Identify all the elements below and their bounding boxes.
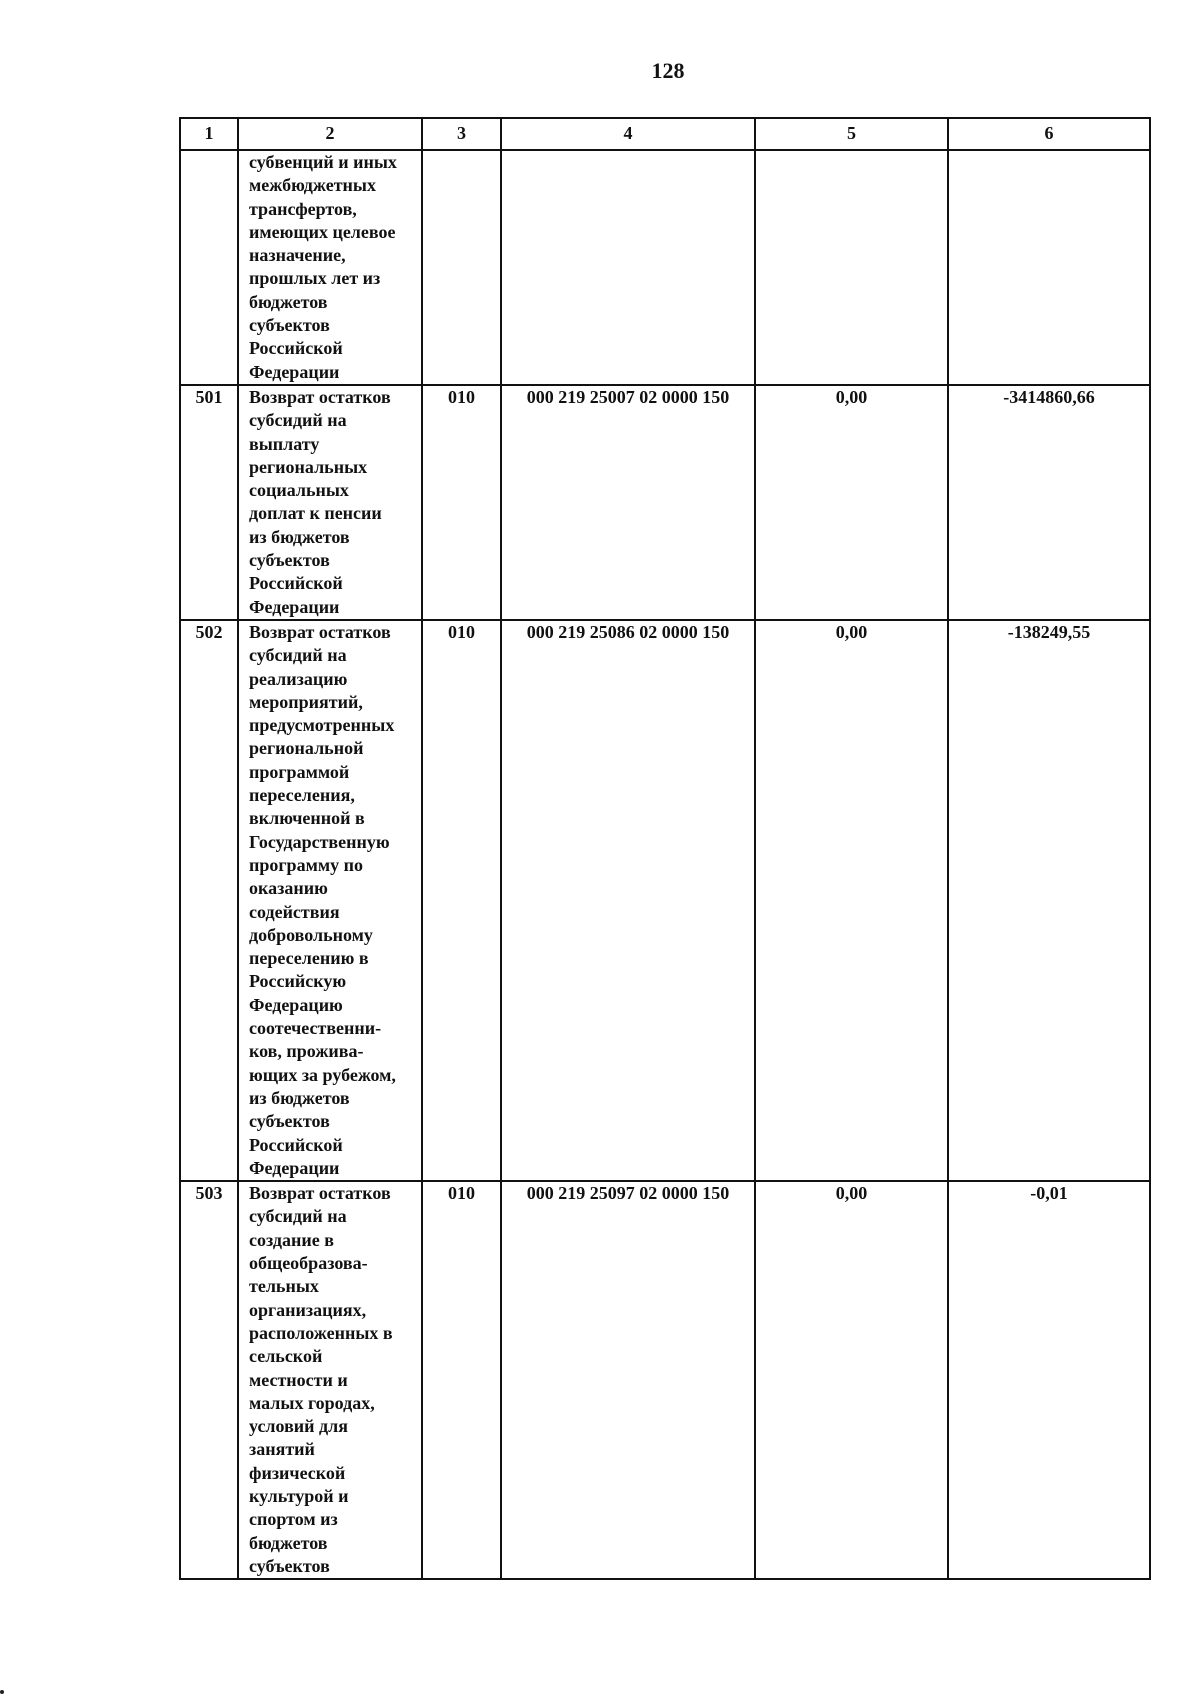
row-code: 010 bbox=[422, 620, 501, 1181]
table-row bbox=[180, 1181, 1150, 1579]
column-header: 3 bbox=[422, 118, 501, 150]
table-row bbox=[180, 385, 1150, 620]
page-number: 128 bbox=[651, 58, 685, 83]
row-col5-value: 0,00 bbox=[755, 1181, 948, 1579]
row-number bbox=[180, 150, 238, 385]
table-row bbox=[180, 150, 1150, 385]
row-number: 501 bbox=[180, 385, 238, 620]
column-header: 2 bbox=[238, 118, 422, 150]
column-header: 1 bbox=[180, 118, 238, 150]
row-kbk: 000 219 25086 02 0000 150 bbox=[501, 620, 755, 1181]
row-col5-value: 0,00 bbox=[755, 385, 948, 620]
table-header-row bbox=[180, 118, 1150, 150]
row-col6-value: -138249,55 bbox=[948, 620, 1150, 1181]
row-kbk: 000 219 25007 02 0000 150 bbox=[501, 385, 755, 620]
column-header: 4 bbox=[501, 118, 755, 150]
row-col6-value: -0,01 bbox=[948, 1181, 1150, 1579]
scan-speck bbox=[0, 1690, 4, 1694]
row-col5-value bbox=[755, 150, 948, 385]
row-kbk: 000 219 25097 02 0000 150 bbox=[501, 1181, 755, 1579]
column-header: 6 bbox=[948, 118, 1150, 150]
row-col5-value: 0,00 bbox=[755, 620, 948, 1181]
column-header: 5 bbox=[755, 118, 948, 150]
row-code: 010 bbox=[422, 1181, 501, 1579]
row-description: Возврат остатков субсидий на создание в общеобразова- тельных организациях, расположенных в сельской местности и малых городах, условий для занятий физической культурой и спортом из бюджетов субъектов bbox=[238, 1181, 422, 1579]
row-description: Возврат остатков субсидий на реализацию мероприятий, предусмотренных региональной программой переселения, включенной в Государственную программу по оказанию содействия добровольному переселению в Российскую Федерацию соотечественни- ков, прожива- ющих за рубежом, из бюджетов субъектов Российской Федерации bbox=[238, 620, 422, 1181]
row-code bbox=[422, 150, 501, 385]
row-col6-value bbox=[948, 150, 1150, 385]
row-kbk bbox=[501, 150, 755, 385]
row-description: субвенций и иных межбюджетных трансфертов, имеющих целевое назначение, прошлых лет из бюджетов субъектов Российской Федерации bbox=[238, 150, 422, 385]
table-row bbox=[180, 620, 1150, 1181]
row-number: 503 bbox=[180, 1181, 238, 1579]
row-col6-value: -3414860,66 bbox=[948, 385, 1150, 620]
row-code: 010 bbox=[422, 385, 501, 620]
row-description: Возврат остатков субсидий на выплату региональных социальных доплат к пенсии из бюджетов субъектов Российской Федерации bbox=[238, 385, 422, 620]
budget-table bbox=[179, 117, 1151, 1580]
row-number: 502 bbox=[180, 620, 238, 1181]
